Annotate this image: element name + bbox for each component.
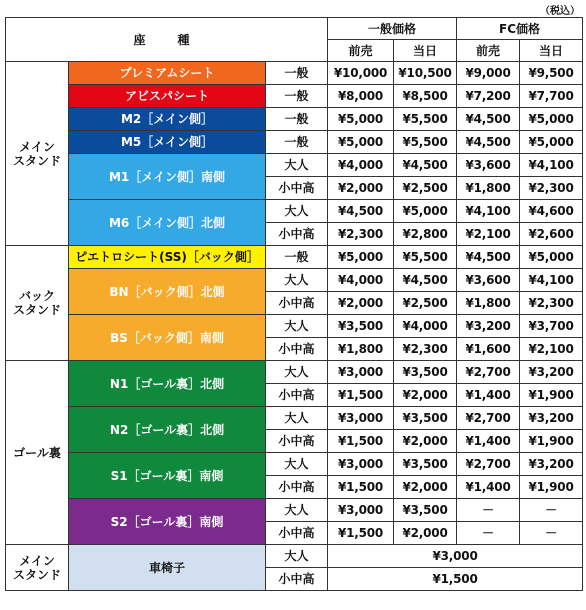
price-cell: ¥2,700 [457, 453, 520, 476]
table-row [6, 62, 583, 85]
price-cell: － [457, 499, 520, 522]
general-sameday-header: 当日 [394, 40, 457, 62]
price-cell: ¥5,500 [394, 108, 457, 131]
price-cell: ¥3,000 [328, 361, 394, 384]
price-cell: ¥1,600 [457, 338, 520, 361]
price-cell: ¥5,000 [520, 131, 583, 154]
fc-advance-header: 前売 [457, 40, 520, 62]
seat-bn: BN［バック側］北側 [69, 269, 266, 315]
ticket-type: 小中高 [266, 223, 328, 246]
price-cell: ¥4,000 [328, 154, 394, 177]
price-cell: ¥5,500 [394, 246, 457, 269]
price-cell: ¥2,300 [394, 338, 457, 361]
price-cell: ¥3,200 [520, 453, 583, 476]
seat-s2: S2［ゴール裏］南側 [69, 499, 266, 545]
ticket-type: 一般 [266, 85, 328, 108]
price-cell: ¥4,100 [520, 154, 583, 177]
price-cell: ¥3,700 [520, 315, 583, 338]
price-cell: ¥2,600 [520, 223, 583, 246]
price-cell: － [520, 499, 583, 522]
price-cell: ¥7,200 [457, 85, 520, 108]
price-cell: ¥1,400 [457, 430, 520, 453]
price-cell: ¥2,100 [457, 223, 520, 246]
area-label: メイン スタンド [12, 553, 61, 582]
price-cell: － [457, 522, 520, 545]
price-cell: ¥9,000 [457, 62, 520, 85]
seat-premium: プレミアムシート [69, 62, 266, 85]
price-cell: ¥3,000 [328, 499, 394, 522]
price-cell: ¥1,800 [328, 338, 394, 361]
price-cell: ¥4,500 [457, 246, 520, 269]
seat-wheelchair: 車椅子 [69, 545, 266, 591]
price-cell: ¥1,800 [457, 177, 520, 200]
price-cell: ¥1,500 [328, 522, 394, 545]
price-cell: ¥1,900 [520, 384, 583, 407]
table-row [6, 545, 583, 568]
ticket-type: 大人 [266, 361, 328, 384]
price-cell: ¥3,600 [457, 154, 520, 177]
price-cell: ¥4,600 [520, 200, 583, 223]
price-cell: ¥2,000 [394, 522, 457, 545]
price-cell: ¥4,000 [328, 269, 394, 292]
seat-s1: S1［ゴール裏］南側 [69, 453, 266, 499]
price-cell: ¥2,300 [520, 292, 583, 315]
tax-included-note: （税込） [540, 6, 580, 17]
price-cell: ¥2,000 [328, 292, 394, 315]
price-cell: ¥3,600 [457, 269, 520, 292]
header-row-1 [6, 18, 583, 40]
table-row [6, 85, 583, 108]
table-row [6, 499, 583, 522]
price-cell: ¥5,000 [328, 246, 394, 269]
price-cell: ¥3,500 [394, 499, 457, 522]
ticket-type: 大人 [266, 269, 328, 292]
seat-type-header: 座 種 [6, 18, 328, 62]
price-cell: ¥9,500 [520, 62, 583, 85]
seat-m1: M1［メイン側］南側 [69, 154, 266, 200]
price-cell: ¥2,700 [457, 407, 520, 430]
price-cell: ¥1,800 [457, 292, 520, 315]
ticket-type: 小中高 [266, 476, 328, 499]
price-cell: ¥4,500 [394, 154, 457, 177]
seat-n2: N2［ゴール裏］北側 [69, 407, 266, 453]
ticket-type: 一般 [266, 246, 328, 269]
seat-m5: M5［メイン側］ [69, 131, 266, 154]
ticket-type: 一般 [266, 131, 328, 154]
fc-price-header: FC価格 [457, 18, 583, 40]
price-cell: ¥4,100 [457, 200, 520, 223]
seat-bs: BS［バック側］南側 [69, 315, 266, 361]
area-main-stand [6, 62, 69, 246]
price-cell: ¥4,100 [520, 269, 583, 292]
price-cell: ¥2,000 [394, 476, 457, 499]
ticket-type: 小中高 [266, 568, 328, 591]
ticket-type: 大人 [266, 200, 328, 223]
ticket-type: 大人 [266, 407, 328, 430]
price-cell: ¥4,500 [328, 200, 394, 223]
table-row [6, 269, 583, 292]
price-cell: ¥2,000 [328, 177, 394, 200]
table-row [6, 407, 583, 430]
price-cell: ¥3,200 [457, 315, 520, 338]
price-cell: ¥1,400 [457, 476, 520, 499]
ticket-price-table [5, 17, 583, 591]
price-cell: ¥10,000 [328, 62, 394, 85]
price-cell: ¥1,400 [457, 384, 520, 407]
price-cell: ¥4,500 [457, 131, 520, 154]
price-cell: ¥1,500 [328, 476, 394, 499]
price-cell: ¥5,000 [328, 108, 394, 131]
price-cell: ¥3,200 [520, 407, 583, 430]
price-cell: ¥3,000 [328, 407, 394, 430]
ticket-type: 小中高 [266, 384, 328, 407]
area-label: メイン スタンド [12, 139, 61, 168]
ticket-type: 小中高 [266, 338, 328, 361]
area-main-stand-wheelchair [6, 545, 69, 591]
price-cell: ¥4,000 [394, 315, 457, 338]
ticket-type: 大人 [266, 545, 328, 568]
table-row [6, 246, 583, 269]
price-cell: － [520, 522, 583, 545]
ticket-type: 大人 [266, 154, 328, 177]
price-cell: ¥3,000 [328, 545, 583, 568]
seat-avispa: アビスパシート [69, 85, 266, 108]
table-row [6, 453, 583, 476]
ticket-type: 一般 [266, 108, 328, 131]
price-cell: ¥1,500 [328, 568, 583, 591]
price-cell: ¥1,500 [328, 384, 394, 407]
price-cell: ¥2,500 [394, 177, 457, 200]
price-cell: ¥3,000 [328, 453, 394, 476]
price-cell: ¥3,500 [394, 361, 457, 384]
price-cell: ¥5,000 [520, 108, 583, 131]
price-cell: ¥1,900 [520, 430, 583, 453]
price-cell: ¥10,500 [394, 62, 457, 85]
price-cell: ¥3,500 [328, 315, 394, 338]
price-cell: ¥2,300 [520, 177, 583, 200]
table-row [6, 154, 583, 177]
price-cell: ¥5,000 [328, 131, 394, 154]
table-row [6, 315, 583, 338]
area-label: ゴール裏 [13, 445, 61, 460]
price-cell: ¥2,700 [457, 361, 520, 384]
area-goal-side [6, 361, 69, 545]
ticket-type: 大人 [266, 453, 328, 476]
ticket-type: 大人 [266, 499, 328, 522]
price-cell: ¥2,800 [394, 223, 457, 246]
ticket-type: 小中高 [266, 522, 328, 545]
price-cell: ¥8,500 [394, 85, 457, 108]
general-price-header: 一般価格 [328, 18, 457, 40]
general-advance-header: 前売 [328, 40, 394, 62]
price-cell: ¥5,000 [394, 200, 457, 223]
price-cell: ¥2,100 [520, 338, 583, 361]
price-cell: ¥3,200 [520, 361, 583, 384]
seat-ss: ピエトロシート(SS)［バック側］ [69, 246, 266, 269]
price-cell: ¥7,700 [520, 85, 583, 108]
price-cell: ¥5,000 [520, 246, 583, 269]
price-cell: ¥3,500 [394, 453, 457, 476]
ticket-type: 大人 [266, 315, 328, 338]
seat-m6: M6［メイン側］北側 [69, 200, 266, 246]
table-row [6, 131, 583, 154]
ticket-type: 小中高 [266, 177, 328, 200]
price-cell: ¥4,500 [457, 108, 520, 131]
ticket-type: 一般 [266, 62, 328, 85]
price-cell: ¥2,500 [394, 292, 457, 315]
table-row [6, 200, 583, 223]
price-cell: ¥4,500 [394, 269, 457, 292]
price-cell: ¥2,300 [328, 223, 394, 246]
price-cell: ¥5,500 [394, 131, 457, 154]
seat-n1: N1［ゴール裏］北側 [69, 361, 266, 407]
ticket-type: 小中高 [266, 292, 328, 315]
price-cell: ¥1,900 [520, 476, 583, 499]
area-back-stand [6, 246, 69, 361]
ticket-type: 小中高 [266, 430, 328, 453]
table-row [6, 361, 583, 384]
fc-sameday-header: 当日 [520, 40, 583, 62]
price-cell: ¥2,000 [394, 384, 457, 407]
price-cell: ¥2,000 [394, 430, 457, 453]
price-cell: ¥1,500 [328, 430, 394, 453]
price-cell: ¥3,500 [394, 407, 457, 430]
price-cell: ¥8,000 [328, 85, 394, 108]
area-label: バック スタンド [12, 289, 61, 317]
seat-m2: M2［メイン側］ [69, 108, 266, 131]
table-row [6, 108, 583, 131]
